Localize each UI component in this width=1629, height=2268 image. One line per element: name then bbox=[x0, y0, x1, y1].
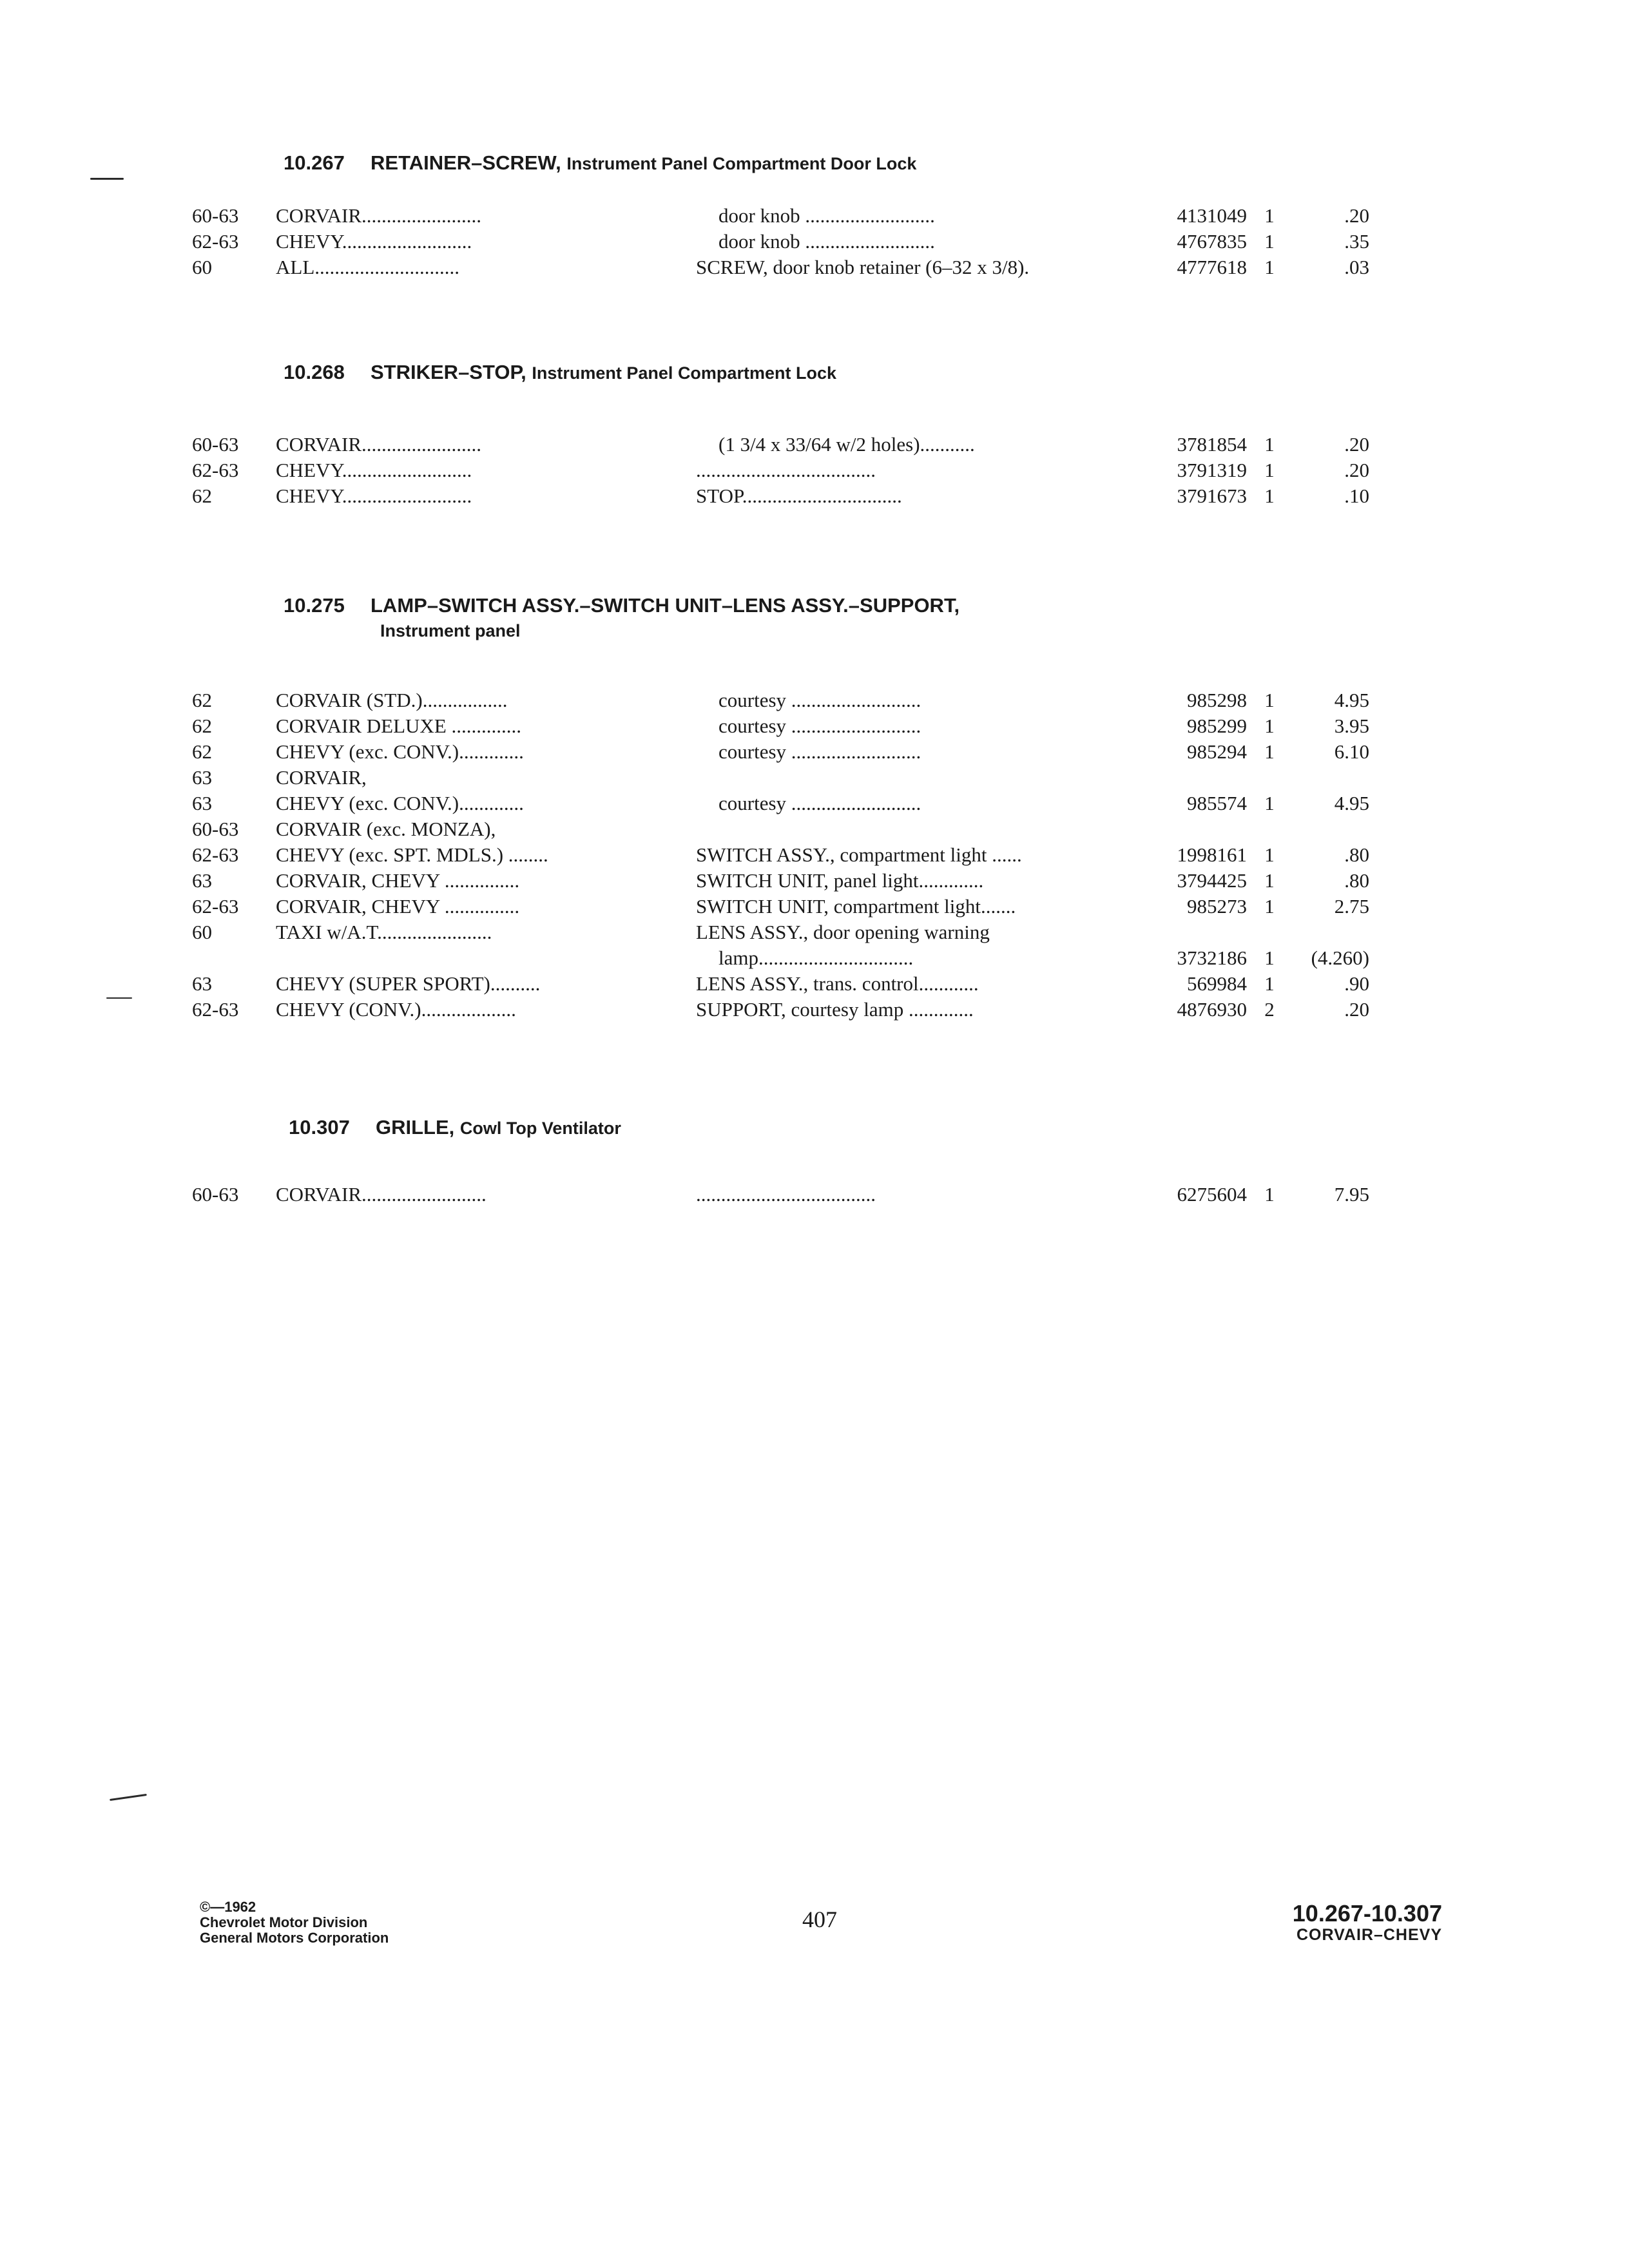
row-quantity: 1 bbox=[1264, 459, 1275, 481]
row-years: 62-63 bbox=[192, 843, 239, 866]
row-model: CORVAIR DELUXE .............. bbox=[276, 715, 522, 737]
row-model: CORVAIR (STD.)................. bbox=[276, 689, 508, 711]
table-row bbox=[0, 945, 1629, 971]
row-model: CORVAIR........................ bbox=[276, 204, 482, 227]
row-quantity: 1 bbox=[1264, 204, 1275, 227]
row-description: lamp............................... bbox=[718, 947, 914, 969]
table-row bbox=[0, 1182, 1629, 1207]
row-model: CORVAIR, CHEVY ............... bbox=[276, 869, 520, 892]
section-heading bbox=[284, 151, 916, 175]
section-heading bbox=[289, 1116, 621, 1139]
row-model: CHEVY.......................... bbox=[276, 485, 472, 507]
row-price: .90 bbox=[1344, 972, 1369, 995]
row-model: CHEVY.......................... bbox=[276, 459, 472, 481]
section-heading bbox=[284, 594, 959, 617]
row-price: .20 bbox=[1344, 433, 1369, 456]
row-description: SWITCH UNIT, panel light............. bbox=[696, 869, 984, 892]
row-model: CHEVY (exc. SPT. MDLS.) ........ bbox=[276, 843, 548, 866]
row-years: 63 bbox=[192, 869, 212, 892]
table-row bbox=[0, 791, 1629, 816]
table-row bbox=[0, 229, 1629, 255]
footer-models: CORVAIR–CHEVY bbox=[1296, 1926, 1442, 1944]
row-quantity: 1 bbox=[1264, 947, 1275, 969]
row-description: door knob .......................... bbox=[718, 230, 935, 253]
row-quantity: 1 bbox=[1264, 740, 1275, 763]
table-row bbox=[0, 997, 1629, 1023]
row-part-number: 3781854 bbox=[1177, 433, 1247, 456]
row-years: 60-63 bbox=[192, 1183, 239, 1206]
row-description: STOP................................ bbox=[696, 485, 902, 507]
row-quantity: 1 bbox=[1264, 230, 1275, 253]
row-description: LENS ASSY., door opening warning bbox=[696, 921, 990, 943]
table-row bbox=[0, 868, 1629, 894]
section-number: 10.307 bbox=[289, 1116, 350, 1139]
footer-range-block bbox=[1293, 1901, 1442, 1943]
page-number: 407 bbox=[802, 1907, 837, 1932]
footer-copyright: ©—1962 bbox=[200, 1899, 256, 1915]
row-part-number: 3791673 bbox=[1177, 485, 1247, 507]
row-quantity: 2 bbox=[1264, 998, 1275, 1021]
row-part-number: 985273 bbox=[1187, 895, 1247, 918]
row-description: SUPPORT, courtesy lamp ............. bbox=[696, 998, 974, 1021]
table-row bbox=[0, 765, 1629, 791]
row-quantity: 1 bbox=[1264, 895, 1275, 918]
margin-mark bbox=[110, 1794, 147, 1801]
table-row bbox=[0, 919, 1629, 945]
row-model: CORVAIR, CHEVY ............... bbox=[276, 895, 520, 918]
table-row bbox=[0, 203, 1629, 229]
table-row bbox=[0, 842, 1629, 868]
row-years: 62-63 bbox=[192, 459, 239, 481]
row-price: .35 bbox=[1344, 230, 1369, 253]
row-quantity: 1 bbox=[1264, 689, 1275, 711]
row-years: 60-63 bbox=[192, 204, 239, 227]
section-title: STRIKER–STOP, bbox=[371, 361, 526, 383]
section-title: RETAINER–SCREW, bbox=[371, 151, 561, 174]
row-quantity: 1 bbox=[1264, 792, 1275, 814]
row-part-number: 6275604 bbox=[1177, 1183, 1247, 1206]
row-model: CHEVY (exc. CONV.)............. bbox=[276, 792, 524, 814]
row-description: SWITCH UNIT, compartment light....... bbox=[696, 895, 1016, 918]
row-model: CORVAIR, bbox=[276, 766, 367, 789]
section-number: 10.267 bbox=[284, 151, 345, 174]
row-years: 62-63 bbox=[192, 230, 239, 253]
table-row bbox=[0, 687, 1629, 713]
row-years: 62 bbox=[192, 689, 212, 711]
row-model: CORVAIR......................... bbox=[276, 1183, 487, 1206]
row-model: ALL............................. bbox=[276, 256, 460, 278]
section-number: 10.268 bbox=[284, 361, 345, 383]
row-model: CHEVY.......................... bbox=[276, 230, 472, 253]
row-description: (1 3/4 x 33/64 w/2 holes)........... bbox=[718, 433, 975, 456]
row-part-number: 985299 bbox=[1187, 715, 1247, 737]
row-quantity: 1 bbox=[1264, 485, 1275, 507]
row-description: .................................... bbox=[696, 459, 876, 481]
section-subtitle: Cowl Top Ventilator bbox=[459, 1119, 621, 1138]
row-model: CORVAIR........................ bbox=[276, 433, 482, 456]
section-number: 10.275 bbox=[284, 594, 345, 617]
section-subtitle: Instrument Panel Compartment Door Lock bbox=[566, 154, 917, 173]
row-years: 62 bbox=[192, 740, 212, 763]
row-years: 62-63 bbox=[192, 895, 239, 918]
row-part-number: 1998161 bbox=[1177, 843, 1247, 866]
row-part-number: 3794425 bbox=[1177, 869, 1247, 892]
row-description: SWITCH ASSY., compartment light ...... bbox=[696, 843, 1022, 866]
row-price: .80 bbox=[1344, 843, 1369, 866]
table-row bbox=[0, 457, 1629, 483]
row-description: courtesy .......................... bbox=[718, 715, 921, 737]
row-price: 6.10 bbox=[1334, 740, 1369, 763]
row-quantity: 1 bbox=[1264, 715, 1275, 737]
row-part-number: 3791319 bbox=[1177, 459, 1247, 481]
row-part-number: 985298 bbox=[1187, 689, 1247, 711]
row-price: .20 bbox=[1344, 459, 1369, 481]
table-row bbox=[0, 739, 1629, 765]
row-price: .03 bbox=[1344, 256, 1369, 278]
table-row bbox=[0, 971, 1629, 997]
row-years: 62-63 bbox=[192, 998, 239, 1021]
row-price: 3.95 bbox=[1334, 715, 1369, 737]
row-description: SCREW, door knob retainer (6–32 x 3/8). bbox=[696, 256, 1030, 278]
row-description: courtesy .......................... bbox=[718, 740, 921, 763]
row-price: 4.95 bbox=[1334, 792, 1369, 814]
row-quantity: 1 bbox=[1264, 256, 1275, 278]
row-quantity: 1 bbox=[1264, 1183, 1275, 1206]
row-years: 62 bbox=[192, 715, 212, 737]
table-row bbox=[0, 432, 1629, 457]
row-price: 4.95 bbox=[1334, 689, 1369, 711]
row-part-number: 3732186 bbox=[1177, 947, 1247, 969]
row-model: CHEVY (exc. CONV.)............. bbox=[276, 740, 524, 763]
row-years: 62 bbox=[192, 485, 212, 507]
row-part-number: 985574 bbox=[1187, 792, 1247, 814]
row-years: 60-63 bbox=[192, 433, 239, 456]
row-years: 63 bbox=[192, 972, 212, 995]
row-years: 63 bbox=[192, 792, 212, 814]
footer-corporation: General Motors Corporation bbox=[200, 1930, 389, 1946]
row-price: (4.260) bbox=[1311, 947, 1369, 969]
row-quantity: 1 bbox=[1264, 972, 1275, 995]
row-description: LENS ASSY., trans. control............ bbox=[696, 972, 979, 995]
table-row bbox=[0, 894, 1629, 919]
table-row bbox=[0, 483, 1629, 509]
row-part-number: 569984 bbox=[1187, 972, 1247, 995]
row-model: CORVAIR (exc. MONZA), bbox=[276, 818, 496, 840]
row-price: 2.75 bbox=[1334, 895, 1369, 918]
section-title: LAMP–SWITCH ASSY.–SWITCH UNIT–LENS ASSY.–SUPPORT, bbox=[371, 594, 960, 617]
section-title: GRILLE, bbox=[376, 1116, 455, 1139]
row-price: .10 bbox=[1344, 485, 1369, 507]
row-part-number: 4767835 bbox=[1177, 230, 1247, 253]
section-subtitle: Instrument Panel Compartment Lock bbox=[532, 363, 836, 383]
row-quantity: 1 bbox=[1264, 433, 1275, 456]
row-price: .80 bbox=[1344, 869, 1369, 892]
row-part-number: 4777618 bbox=[1177, 256, 1247, 278]
row-part-number: 4876930 bbox=[1177, 998, 1247, 1021]
row-model: CHEVY (SUPER SPORT).......... bbox=[276, 972, 541, 995]
row-part-number: 985294 bbox=[1187, 740, 1247, 763]
footer-division: Chevrolet Motor Division bbox=[200, 1914, 368, 1930]
row-price: .20 bbox=[1344, 998, 1369, 1021]
table-row bbox=[0, 255, 1629, 280]
row-years: 60-63 bbox=[192, 818, 239, 840]
row-years: 60 bbox=[192, 256, 212, 278]
section-heading bbox=[284, 361, 836, 384]
row-years: 60 bbox=[192, 921, 212, 943]
row-description: door knob .......................... bbox=[718, 204, 935, 227]
row-price: .20 bbox=[1344, 204, 1369, 227]
table-row bbox=[0, 816, 1629, 842]
table-row bbox=[0, 713, 1629, 739]
row-description: courtesy .......................... bbox=[718, 689, 921, 711]
row-description: courtesy .......................... bbox=[718, 792, 921, 814]
row-quantity: 1 bbox=[1264, 843, 1275, 866]
row-part-number: 4131049 bbox=[1177, 204, 1247, 227]
footer-range: 10.267-10.307 bbox=[1292, 1900, 1442, 1927]
row-price: 7.95 bbox=[1334, 1183, 1369, 1206]
row-description: .................................... bbox=[696, 1183, 876, 1206]
row-quantity: 1 bbox=[1264, 869, 1275, 892]
margin-mark bbox=[90, 178, 124, 180]
section-subtitle: Instrument panel bbox=[380, 621, 521, 640]
row-model: TAXI w/A.T....................... bbox=[276, 921, 492, 943]
row-years: 63 bbox=[192, 766, 212, 789]
row-model: CHEVY (CONV.)................... bbox=[276, 998, 516, 1021]
footer-publisher bbox=[200, 1899, 389, 1946]
